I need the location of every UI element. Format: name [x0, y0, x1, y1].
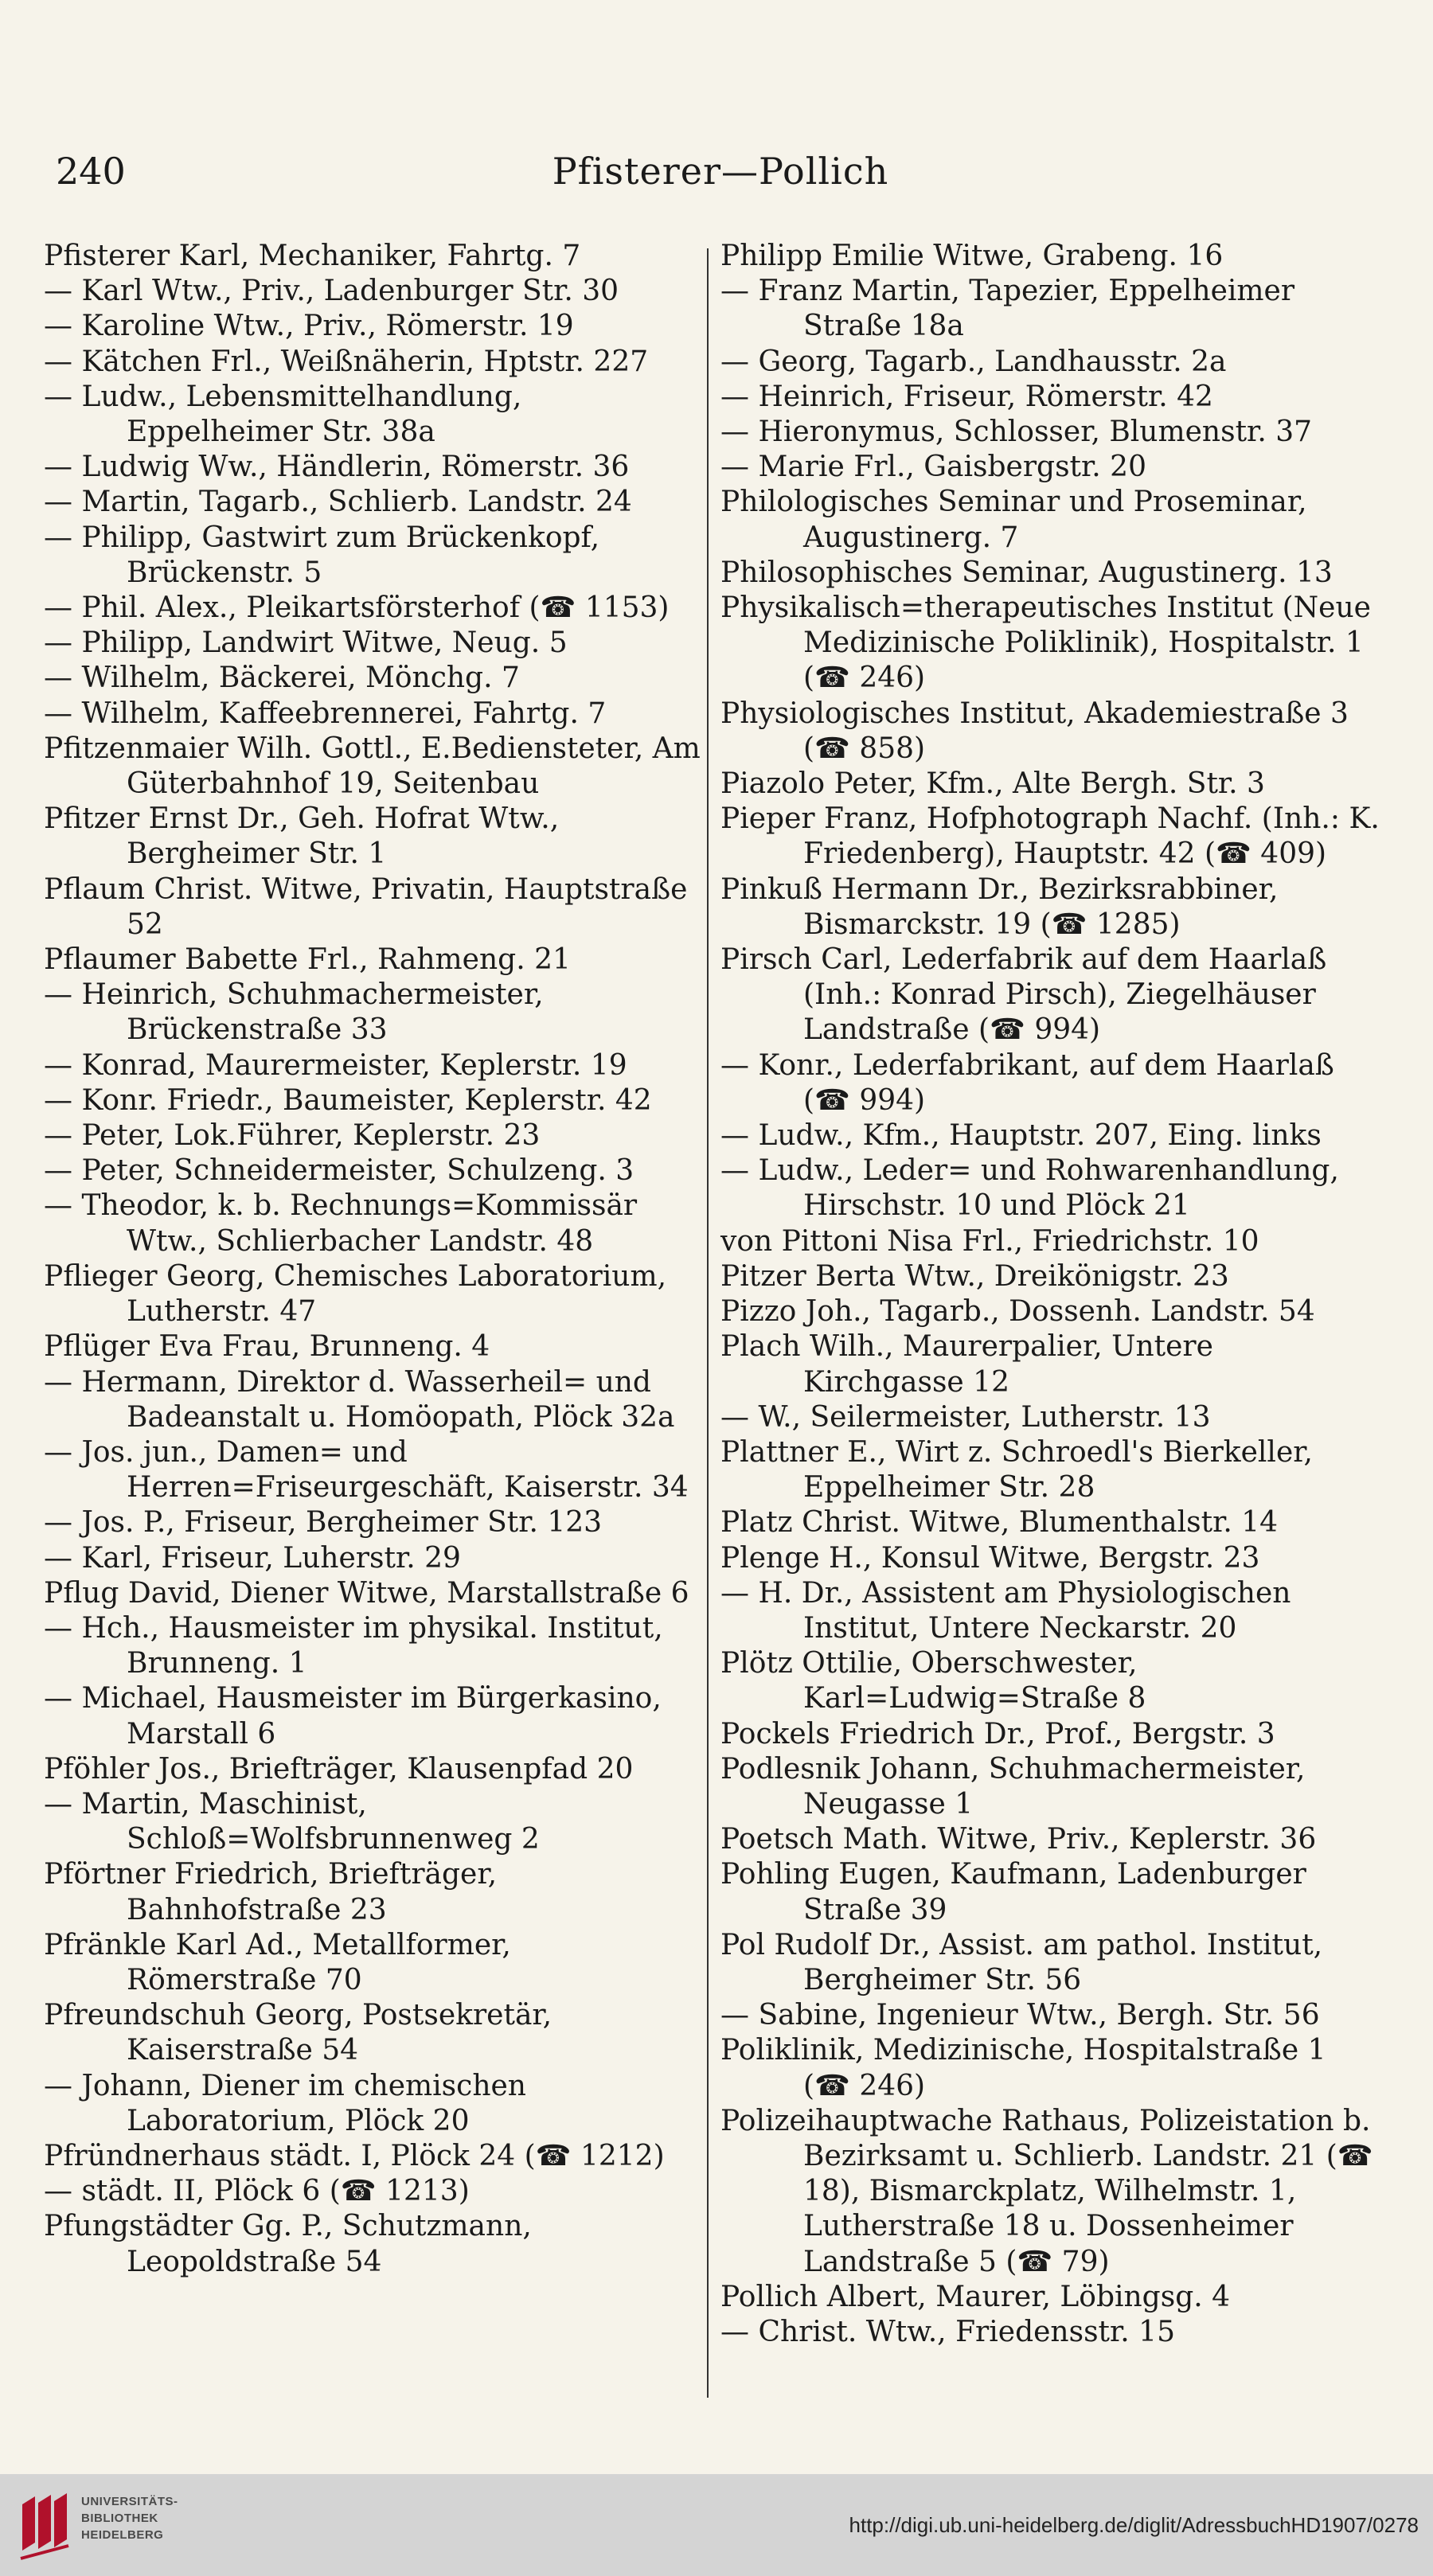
directory-entry: — Wilhelm, Bäckerei, Mönchg. 7 [44, 662, 520, 695]
directory-entry: Pfründnerhaus städt. I, Plöck 24 (☎ 1212) [44, 2139, 665, 2172]
directory-entry: — Hermann, Direktor d. Wasserheil= und Badeanstalt u. Homöopath, Plöck 32a [44, 1365, 675, 1434]
directory-entry: — Heinrich, Schuhmachermeister, Brückenstraße 33 [44, 978, 544, 1047]
left-column [44, 239, 705, 2280]
directory-entry: — Peter, Schneidermeister, Schulzeng. 3 [44, 1154, 635, 1188]
directory-entry: — Jos. jun., Damen= und Herren=Friseurgeschäft, Kaiserstr. 34 [44, 1435, 689, 1505]
directory-entry: — Michael, Hausmeister im Bürgerkasino, Marstall 6 [44, 1682, 662, 1751]
directory-entry: — städt. II, Plöck 6 (☎ 1213) [44, 2175, 470, 2208]
directory-entry: Pföhler Jos., Briefträger, Klausenpfad 20 [44, 1752, 634, 1786]
directory-entry: Platz Christ. Witwe, Blumenthalstr. 14 [720, 1506, 1279, 1540]
directory-entry: Pfungstädter Gg. P., Schutzmann, Leopoldstraße 54 [44, 2210, 532, 2278]
directory-entry: Pol Rudolf Dr., Assist. am pathol. Institut, Bergheimer Str. 56 [720, 1928, 1323, 1996]
directory-entry: Physikalisch=therapeutisches Institut (Neue Medizinische Poliklinik), Hospitalstr. 1 (☎ 246) [720, 591, 1371, 695]
directory-entry: Pfitzenmaier Wilh. Gottl., E.Bediensteter, Am Güterbahnhof 19, Seitenbau [44, 732, 701, 801]
directory-entry: Philosophisches Seminar, Augustinerg. 13 [720, 556, 1333, 589]
directory-entry: Pinkuß Hermann Dr., Bezirksrabbiner, Bismarckstr. 19 (☎ 1285) [720, 872, 1279, 941]
logo-line-1: UNIVERSITÄTS- [81, 2495, 178, 2508]
logo-line-3: HEIDELBERG [81, 2528, 164, 2542]
directory-entry: Pfisterer Karl, Mechaniker, Fahrtg. 7 [44, 240, 581, 272]
directory-entry: — Martin, Tagarb., Schlierb. Landstr. 24 [44, 486, 632, 519]
directory-entry: Pflug David, Diener Witwe, Marstallstraße 6 [44, 1576, 689, 1610]
directory-entry: Pfränkle Karl Ad., Metallformer, Römerstraße 70 [44, 1928, 511, 1996]
page-number: 240 [56, 150, 126, 193]
directory-entry: von Pittoni Nisa Frl., Friedrichstr. 10 [720, 1224, 1259, 1258]
directory-entry: — Philipp, Gastwirt zum Brückenkopf, Brückenstr. 5 [44, 521, 600, 589]
directory-entry: — W., Seilermeister, Lutherstr. 13 [720, 1400, 1211, 1434]
directory-entry: Philologisches Seminar und Proseminar, Augustinerg. 7 [720, 486, 1307, 554]
directory-entry: Physiologisches Institut, Akademiestraße 3 (☎ 858) [720, 697, 1349, 765]
directory-entry: — Kätchen Frl., Weißnäherin, Hptstr. 227 [44, 345, 649, 378]
directory-entry: Pflieger Georg, Chemisches Laboratorium, Lutherstr. 47 [44, 1259, 667, 1329]
directory-entry: — Jos. P., Friseur, Bergheimer Str. 123 [44, 1506, 603, 1540]
directory-entry: Pflüger Eva Frau, Brunneng. 4 [44, 1330, 490, 1364]
directory-entry: Pflaumer Babette Frl., Rahmeng. 21 [44, 943, 571, 977]
page-header [48, 143, 1393, 199]
directory-entry: Podlesnik Johann, Schuhmachermeister, Neugasse 1 [720, 1752, 1306, 1821]
directory-entry: Pförtner Friedrich, Briefträger, Bahnhofstraße 23 [44, 1858, 498, 1926]
directory-entry: — Ludw., Leder= und Rohwarenhandlung, Hirschstr. 10 und Plöck 21 [720, 1154, 1339, 1223]
directory-entry: Pollich Albert, Maurer, Löbingsg. 4 [720, 2280, 1231, 2313]
directory-entry: Piazolo Peter, Kfm., Alte Bergh. Str. 3 [720, 767, 1265, 801]
directory-entry: — Marie Frl., Gaisbergstr. 20 [720, 451, 1146, 484]
directory-entry: Pieper Franz, Hofphotograph Nachf. (Inh.: K. Friedenberg), Hauptstr. 42 (☎ 409) [720, 802, 1380, 871]
source-url-link[interactable]: http://digi.ub.uni-heidelberg.de/diglit/AdressbuchHD1907/0278 [849, 2513, 1419, 2537]
directory-entry: Plattner E., Wirt z. Schroedl's Bierkeller, Eppelheimer Str. 28 [720, 1435, 1313, 1505]
directory-entry: — Phil. Alex., Pleikartsförsterhof (☎ 1153) [44, 591, 670, 625]
directory-entry: — Konr., Lederfabrikant, auf dem Haarlaß (☎ 994) [720, 1048, 1334, 1117]
directory-entry: Poetsch Math. Witwe, Priv., Keplerstr. 36 [720, 1823, 1317, 1856]
directory-entry: Pflaum Christ. Witwe, Privatin, Hauptstraße 52 [44, 872, 688, 941]
directory-entry: — Georg, Tagarb., Landhausstr. 2a [720, 345, 1227, 378]
directory-entry: — Ludw., Kfm., Hauptstr. 207, Eing. links [720, 1119, 1322, 1153]
directory-entry: Pitzer Berta Wtw., Dreikönigstr. 23 [720, 1259, 1229, 1293]
directory-entry: — Ludw., Lebensmittelhandlung, Eppelheimer Str. 38a [44, 380, 522, 449]
right-column [720, 239, 1381, 2350]
directory-entry: — Karl Wtw., Priv., Ladenburger Str. 30 [44, 275, 619, 308]
directory-entry: — Konrad, Maurermeister, Keplerstr. 19 [44, 1048, 627, 1082]
directory-entry: — H. Dr., Assistent am Physiologischen Institut, Untere Neckarstr. 20 [720, 1576, 1291, 1645]
directory-entry: — Philipp, Landwirt Witwe, Neug. 5 [44, 626, 568, 660]
column-divider [707, 248, 709, 2398]
directory-entry: — Martin, Maschinist, Schloß=Wolfsbrunnenweg 2 [44, 1787, 540, 1856]
directory-entry: Plach Wilh., Maurerpalier, Untere Kirchgasse 12 [720, 1330, 1213, 1399]
directory-entry: — Konr. Friedr., Baumeister, Keplerstr. 42 [44, 1083, 652, 1117]
directory-entry: — Franz Martin, Tapezier, Eppelheimer Straße 18a [720, 275, 1295, 343]
directory-entry: — Karoline Wtw., Priv., Römerstr. 19 [44, 310, 574, 343]
directory-entry: Polizeihauptwache Rathaus, Polizeistation b. Bezirksamt u. Schlierb. Landstr. 21 (☎ 18), Bismarckplatz, Wilhelmstr. 1, Lutherstraße 18 u. Dossenheimer Landstraße 5 (☎ 79) [720, 2104, 1373, 2278]
directory-entry: — Sabine, Ingenieur Wtw., Bergh. Str. 56 [720, 1999, 1320, 2032]
directory-entry: — Johann, Diener im chemischen Laboratorium, Plöck 20 [44, 2069, 526, 2137]
directory-entry: — Peter, Lok.Führer, Keplerstr. 23 [44, 1119, 541, 1153]
directory-entry: — Theodor, k. b. Rechnungs=Kommissär Wtw., Schlierbacher Landstr. 48 [44, 1189, 638, 1258]
directory-entry: — Wilhelm, Kaffeebrennerei, Fahrtg. 7 [44, 697, 607, 730]
library-logo [16, 2476, 239, 2574]
directory-entry: Plötz Ottilie, Oberschwester, Karl=Ludwig=Straße 8 [720, 1647, 1146, 1715]
logo-line-2: BIBLIOTHEK [81, 2512, 158, 2525]
directory-entry: — Christ. Wtw., Friedensstr. 15 [720, 2315, 1175, 2348]
directory-entry: Pockels Friedrich Dr., Prof., Bergstr. 3 [720, 1717, 1275, 1751]
directory-entry: — Hieronymus, Schlosser, Blumenstr. 37 [720, 416, 1313, 449]
library-logo-text [81, 2493, 178, 2543]
running-head: Pfisterer—Pollich [552, 150, 889, 193]
directory-entry: — Hch., Hausmeister im physikal. Institut, Brunneng. 1 [44, 1611, 663, 1680]
directory-entry: Pirsch Carl, Lederfabrik auf dem Haarlaß (Inh.: Konrad Pirsch), Ziegelhäuser Landstraße (☎ 994) [720, 943, 1327, 1047]
directory-entry: Plenge H., Konsul Witwe, Bergstr. 23 [720, 1541, 1260, 1575]
directory-entry: Poliklinik, Medizinische, Hospitalstraße 1 (☎ 246) [720, 2034, 1326, 2102]
footer-bar [0, 2474, 1433, 2576]
directory-entry: Philipp Emilie Witwe, Grabeng. 16 [720, 240, 1224, 272]
directory-entry: — Karl, Friseur, Luherstr. 29 [44, 1541, 461, 1575]
directory-entry: — Ludwig Ww., Händlerin, Römerstr. 36 [44, 451, 630, 484]
directory-entry: Pizzo Joh., Tagarb., Dossenh. Landstr. 54 [720, 1295, 1315, 1329]
directory-entry: Pfitzer Ernst Dr., Geh. Hofrat Wtw., Bergheimer Str. 1 [44, 802, 560, 871]
directory-entry: — Heinrich, Friseur, Römerstr. 42 [720, 380, 1213, 413]
directory-entry: Pfreundschuh Georg, Postsekretär, Kaiserstraße 54 [44, 1999, 553, 2067]
directory-entry: Pohling Eugen, Kaufmann, Ladenburger Straße 39 [720, 1858, 1306, 1926]
library-logo-icon [16, 2487, 72, 2563]
